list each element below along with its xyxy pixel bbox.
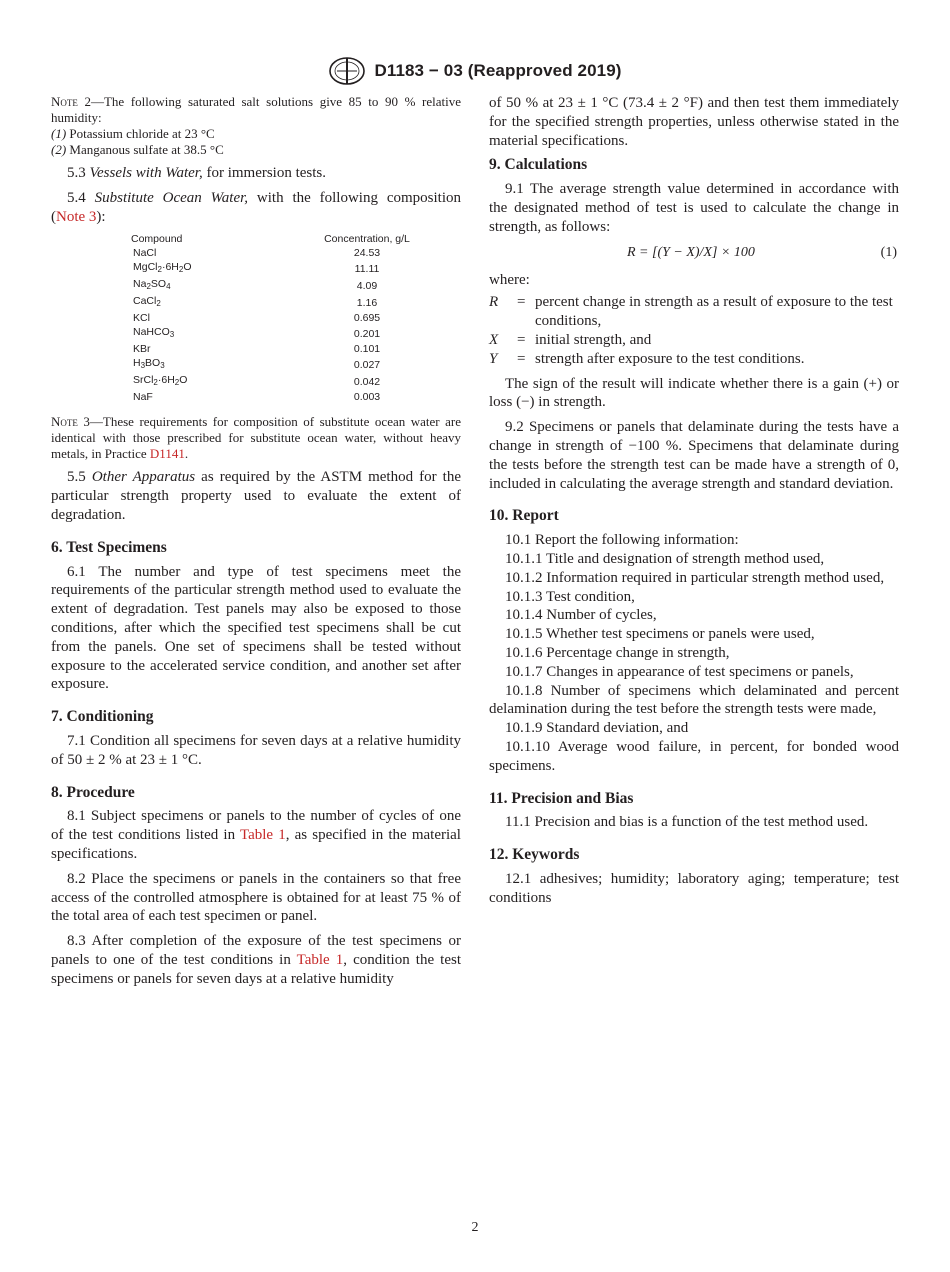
note-3-link[interactable]: Note 3 bbox=[56, 208, 97, 225]
column-header: Concentration, g/L bbox=[324, 233, 410, 246]
table-1-link[interactable]: Table 1 bbox=[239, 827, 286, 844]
table-1-link[interactable]: Table 1 bbox=[296, 951, 344, 968]
note-2: Note 2—The following saturated salt solutions give 85 to 90 % relative humidity: bbox=[51, 94, 461, 125]
table-row: $MgCl_2\cdot 6H_2O$ 11.11 bbox=[133, 261, 380, 275]
report-item: 10.1.5 Whether test specimens or panels were used, bbox=[505, 626, 815, 643]
section-8-3-continued: of 50 % at 23 ± 1 °C (73.4 ± 2 °F) and then test them immediately for the specified strength properties, unless otherwise stated in the material specifications. bbox=[489, 95, 899, 149]
equation-1 bbox=[489, 241, 899, 265]
section-11-1: 11.1 Precision and bias is a function of the test method used. bbox=[505, 814, 869, 831]
heading-6: 6. Test Specimens bbox=[51, 538, 167, 556]
heading-10: 10. Report bbox=[489, 507, 559, 525]
table-row: CaCl$_2$ 1.16 bbox=[133, 295, 378, 309]
report-item: 10.1.9 Standard deviation, and bbox=[505, 720, 689, 737]
note-3: Note 3—These requirements for composition of substitute ocean water are identical with those prescribed for substitute ocean water, without heavy metals, in Practice D1141. bbox=[51, 414, 461, 462]
table-row: NaF 0.003 bbox=[133, 391, 381, 404]
page-header bbox=[0, 56, 950, 86]
report-item: 10.1.4 Number of cycles, bbox=[505, 607, 657, 624]
section-6-1: 6.1 The number and type of test specimens meet the requirements of the particular strength method used to evaluate the extent of degradation. Test panels may also be exposed to those conditions, after which the specified test specimens shall be cut from the panels. One set of specimens shall be tested without exposure to the accelerated service condition, and another set after exposure. bbox=[51, 563, 461, 693]
definition-row: X = initial strength, and bbox=[489, 331, 652, 348]
section-5-3: 5.3 Vessels with Water, for immersion tests. bbox=[67, 165, 327, 181]
heading-7: 7. Conditioning bbox=[51, 708, 154, 726]
report-item: 10.1.6 Percentage change in strength, bbox=[505, 644, 730, 661]
left-column bbox=[51, 94, 461, 995]
ocean-water-composition-table bbox=[131, 232, 417, 404]
report-item: 10.1.3 Test condition, bbox=[505, 588, 635, 605]
section-8-2: 8.2 Place the specimens or panels in the containers so that free access of the controlled atmosphere is obtained for at least 75 % of the total area of each test specimen or panel. bbox=[51, 870, 461, 925]
right-column bbox=[489, 94, 899, 913]
section-7-1: 7.1 Condition all specimens for seven days at a relative humidity of 50 ± 2 % at 23 ± 1 °C. bbox=[51, 732, 461, 768]
equation-text: R = [(Y − X)/X] × 100 bbox=[627, 244, 755, 260]
sign-note: The sign of the result will indicate whether there is a gain (+) or loss (−) in strength. bbox=[489, 375, 899, 411]
note-2-item: (2) Manganous sulfate at 38.5 °C bbox=[51, 142, 224, 157]
section-9-2: 9.2 Specimens or panels that delaminate during the tests have a change in strength of −100 %. Specimens that delaminate during the tests before the strength test can be made have a strength of 0, included in calculating the average strength and standard deviation. bbox=[489, 419, 899, 492]
report-item: 10.1.2 Information required in particular strength method used, bbox=[505, 569, 885, 586]
report-item: 10.1.8 Number of specimens which delaminated and percent delamination during the test before the strength tests were made, bbox=[489, 682, 899, 718]
heading-12: 12. Keywords bbox=[489, 846, 580, 864]
heading-11: 11. Precision and Bias bbox=[489, 789, 634, 807]
section-8-3: 8.3 After completion of the exposure of the test specimens or panels to one of the test conditions in Table 1, condition the test specimens or panels for seven days at a relative humidity bbox=[51, 933, 461, 987]
table-row: $H_3BO_3$ 0.027 bbox=[133, 357, 381, 371]
heading-8: 8. Procedure bbox=[51, 783, 135, 801]
d1141-link[interactable]: D1141 bbox=[149, 446, 185, 462]
note-2-item: (1) Potassium chloride at 23 °C bbox=[51, 126, 215, 141]
astm-logo-icon bbox=[328, 56, 366, 86]
table-row: NaHCO$_3$ 0.201 bbox=[133, 326, 381, 340]
report-item: 10.1.7 Changes in appearance of test specimens or panels, bbox=[505, 663, 854, 680]
table-row: $Na_2SO_4$ 4.09 bbox=[133, 278, 378, 292]
definition-row: Y = strength after exposure to the test conditions. bbox=[489, 350, 805, 367]
table-header-row bbox=[131, 232, 417, 246]
definition-row: R = percent change in strength as a result of exposure to the test conditions, bbox=[489, 294, 893, 330]
page-number: 2 bbox=[471, 1220, 479, 1235]
equation-number: (1) bbox=[880, 244, 897, 260]
report-item: 10.1.10 Average wood failure, in percent, for bonded wood specimens. bbox=[489, 738, 899, 774]
table-row: NaCl 24.53 bbox=[133, 247, 381, 260]
where-label: where: bbox=[489, 271, 530, 288]
variable-definitions bbox=[489, 293, 899, 368]
report-item: 10.1 Report the following information: bbox=[505, 532, 739, 549]
heading-9: 9. Calculations bbox=[489, 156, 588, 174]
section-12-1: 12.1 adhesives; humidity; laboratory aging; temperature; test conditions bbox=[489, 870, 899, 906]
section-8-1: 8.1 Subject specimens or panels to the number of cycles of one of the test conditions listed in Table 1, as specified in the material specifications. bbox=[51, 808, 461, 862]
table-row: KBr 0.101 bbox=[133, 343, 381, 356]
section-5-4: 5.4 Substitute Ocean Water, with the following composition (Note 3): bbox=[51, 189, 461, 225]
table-row: $SrCl_2\cdot 6H_2O$ 0.042 bbox=[133, 374, 381, 388]
section-5-5: 5.5 Other Apparatus as required by the ASTM method for the particular strength property used to evaluate the extent of degradation. bbox=[51, 469, 462, 523]
table-row: KCl 0.695 bbox=[133, 312, 381, 325]
report-item: 10.1.1 Title and designation of strength method used, bbox=[505, 550, 825, 567]
column-header: Compound bbox=[131, 233, 183, 246]
section-9-1: 9.1 The average strength value determined in accordance with the designated method of test is used to calculate the change in strength, as follows: bbox=[489, 181, 899, 235]
document-designation: D1183 − 03 (Reapproved 2019) bbox=[374, 61, 622, 80]
